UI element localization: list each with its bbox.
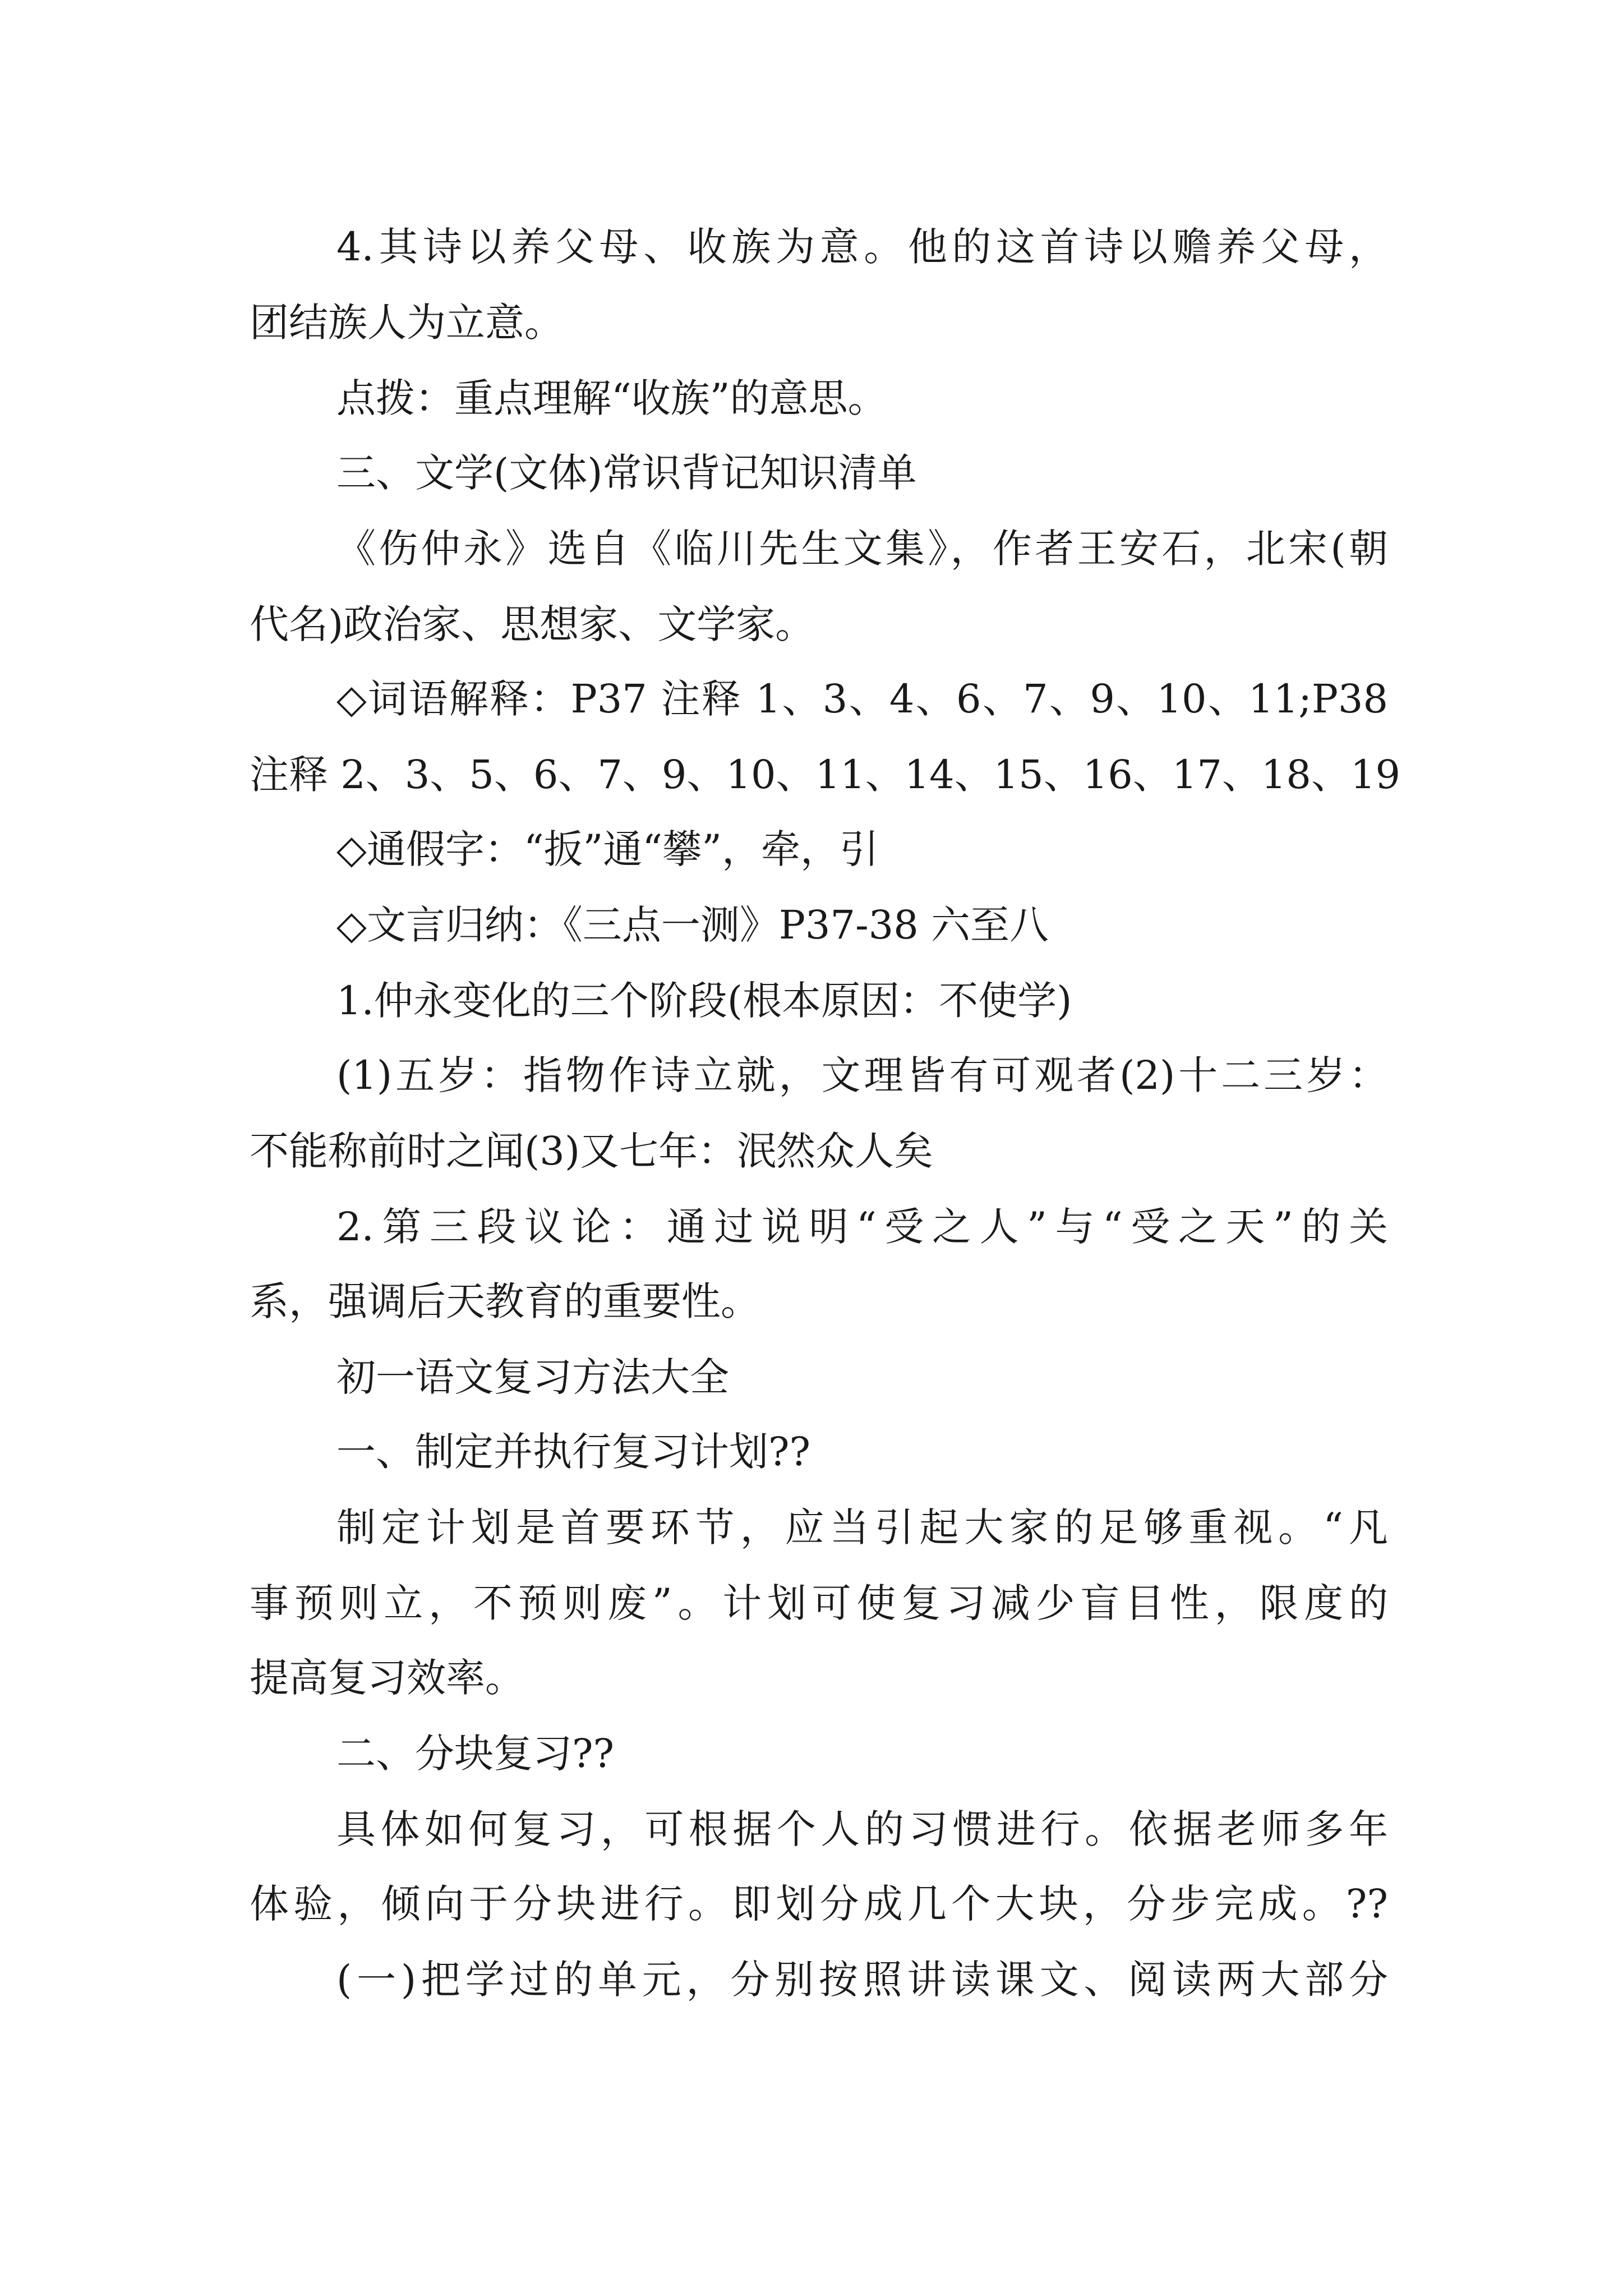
paragraph-line-14: 2.第三段议论：通过说明“受之人”与“受之天”的关 bbox=[336, 1204, 1388, 1250]
section-heading-review-methods: 初一语文复习方法大全 bbox=[336, 1354, 729, 1400]
paragraph-line-2: 团结族人为立意。 bbox=[250, 300, 564, 346]
paragraph-line-23: 体验，倾向于分块进行。即划分成几个大块，分步完成。?? bbox=[250, 1881, 1388, 1927]
paragraph-line-9: ◇通假字：“扳”通“攀”，牵，引 bbox=[336, 826, 879, 872]
paragraph-line-24: (一)把学过的单元，分别按照讲读课文、阅读两大部分 bbox=[336, 1957, 1388, 2003]
section-heading-literature: 三、文学(文体)常识背记知识清单 bbox=[336, 450, 917, 496]
paragraph-line-19: 事预则立，不预则废”。计划可使复习减少盲目性，限度的 bbox=[250, 1580, 1388, 1626]
paragraph-line-6: 代名)政治家、思想家、文学家。 bbox=[250, 601, 815, 647]
paragraph-line-10: ◇文言归纳：《三点一测》P37-38 六至八 bbox=[336, 902, 1049, 948]
section-heading-plan: 一、制定并执行复习计划?? bbox=[336, 1429, 811, 1475]
paragraph-line-8: 注释 2、3、5、6、7、9、10、11、14、15、16、17、18、19 bbox=[250, 752, 1401, 798]
paragraph-line-11: 1.仲永变化的三个阶段(根本原因：不使学) bbox=[336, 978, 1072, 1024]
paragraph-line-12: (1)五岁：指物作诗立就，文理皆有可观者(2)十二三岁： bbox=[336, 1052, 1388, 1098]
paragraph-line-15: 系，强调后天教育的重要性。 bbox=[250, 1278, 760, 1324]
paragraph-line-18: 制定计划是首要环节，应当引起大家的足够重视。“凡 bbox=[336, 1504, 1388, 1550]
paragraph-line-5: 《伤仲永》选自《临川先生文集》，作者王安石，北宋(朝 bbox=[336, 526, 1388, 572]
paragraph-line-1: 4.其诗以养父母、收族为意。他的这首诗以赡养父母， bbox=[336, 224, 1388, 270]
section-heading-block-review: 二、分块复习?? bbox=[336, 1731, 615, 1777]
paragraph-line-13: 不能称前时之闻(3)又七年：泯然众人矣 bbox=[250, 1128, 934, 1174]
paragraph-line-20: 提高复习效率。 bbox=[250, 1655, 524, 1701]
paragraph-line-7: ◇词语解释：P37 注释 1、3、4、6、7、9、10、11;P38 bbox=[336, 676, 1388, 722]
paragraph-line-22: 具体如何复习，可根据个人的习惯进行。依据老师多年 bbox=[336, 1806, 1388, 1852]
paragraph-line-3: 点拨：重点理解“收族”的意思。 bbox=[336, 375, 887, 421]
